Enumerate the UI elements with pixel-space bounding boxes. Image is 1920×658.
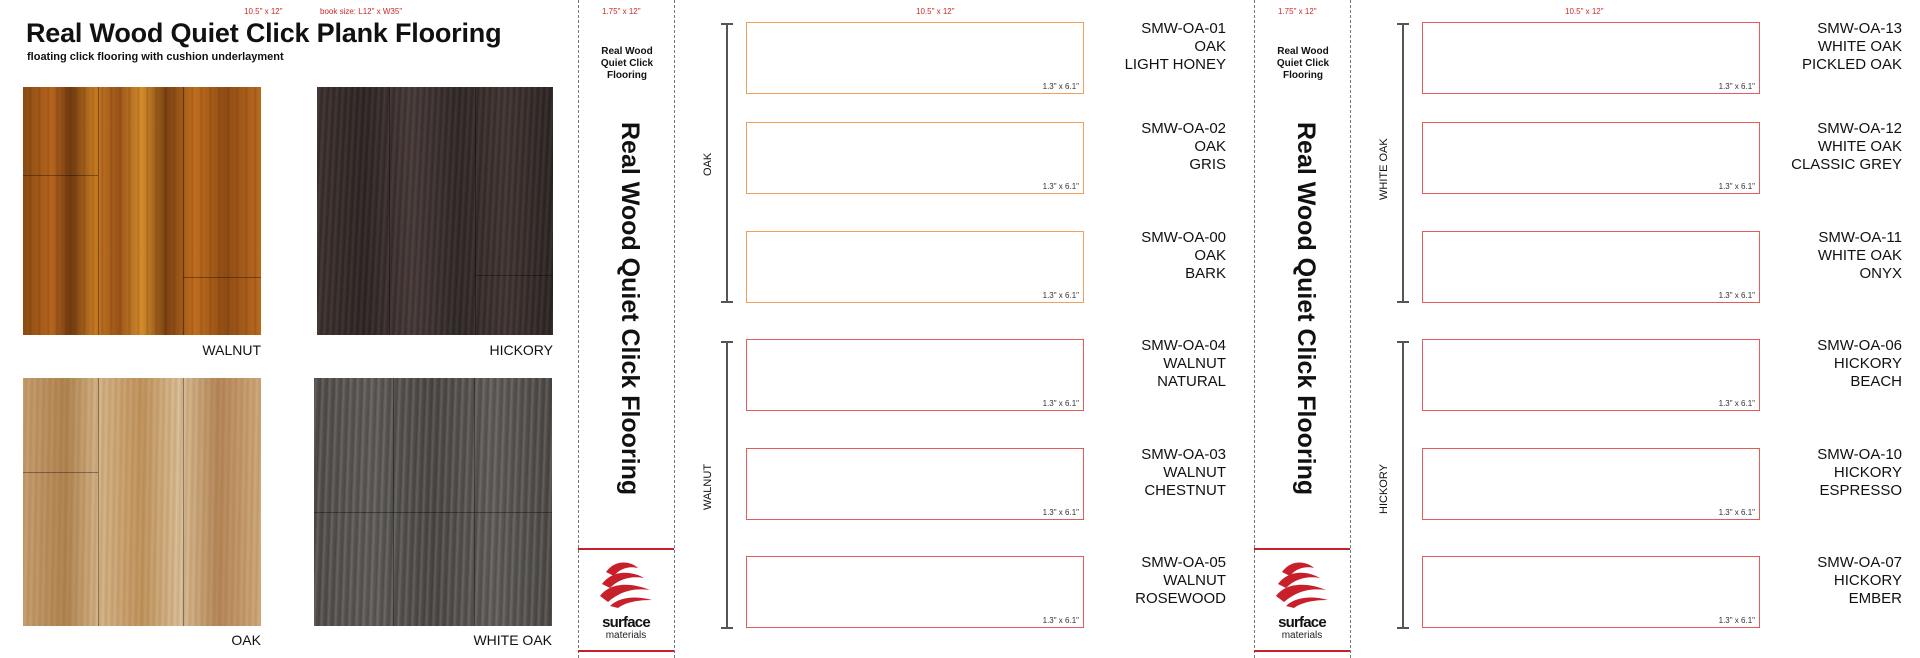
sample-box [1422,231,1760,303]
group-bracket-hickory [1402,342,1404,628]
logo-text-materials: materials [605,630,647,641]
product-color: PICKLED OAK [1801,56,1902,73]
product-color: CHESTNUT [1144,482,1226,499]
product-code: SMW-OA-03 [1141,446,1226,463]
sample-box [746,231,1084,303]
product-info [1732,229,1902,283]
sample-box [746,22,1084,94]
spine-small-title: Real Wood Quiet Click Flooring [600,46,654,81]
product-species: HICKORY [1833,464,1902,481]
product-code: SMW-OA-05 [1141,554,1226,571]
spine-small-title: Real Wood Quiet Click Flooring [1276,46,1330,81]
sample-box [1422,22,1760,94]
product-color: ROSEWOOD [1135,590,1226,607]
group-label-oak: OAK [702,152,714,176]
spine-dim-label: 1.75" x 12" [1278,7,1317,16]
product-color: BEACH [1850,373,1902,390]
product-color: EMBER [1848,590,1902,607]
group-label-walnut: WALNUT [702,463,714,510]
product-code: SMW-OA-13 [1817,20,1902,37]
swatch-label-white-oak: WHITE OAK [473,632,552,648]
product-species: OAK [1194,38,1226,55]
product-species: OAK [1194,247,1226,264]
product-info [1732,554,1902,608]
sample-box-dim: 1.3" x 6.1" [1718,508,1755,517]
group-label-white-oak: WHITE OAK [1378,138,1390,200]
sample-box-dim: 1.3" x 6.1" [1718,291,1755,300]
product-info [1056,20,1226,74]
white-oak-swatch [314,378,552,626]
logo-text-materials: materials [1281,630,1323,641]
product-species: WHITE OAK [1817,247,1902,264]
product-code: SMW-OA-00 [1141,229,1226,246]
product-color: BARK [1185,265,1226,282]
group-bracket-white-oak [1402,24,1404,302]
sample-box [1422,122,1760,194]
product-species: HICKORY [1833,355,1902,372]
oak-swatch [23,378,261,626]
group-bracket-oak [726,24,728,302]
sample-box-dim: 1.3" x 6.1" [1042,508,1079,517]
product-info [1732,20,1902,74]
sample-box-dim: 1.3" x 6.1" [1718,399,1755,408]
surface-materials-logo [1254,548,1350,652]
swatch-label-walnut: WALNUT [202,342,261,358]
product-species: WHITE OAK [1817,138,1902,155]
sample-box [746,448,1084,520]
sample-box-dim: 1.3" x 6.1" [1042,82,1079,91]
product-info [1056,446,1226,500]
product-code: SMW-OA-06 [1817,337,1902,354]
product-info [1732,120,1902,174]
sample-box [746,556,1084,628]
group-label-hickory: HICKORY [1378,464,1390,514]
book-size-label: book size: L12" x W35" [320,7,403,16]
walnut-swatch [23,87,261,335]
product-color: GRIS [1189,156,1226,173]
product-species: WHITE OAK [1817,38,1902,55]
product-color: LIGHT HONEY [1124,56,1226,73]
sample-box [746,122,1084,194]
sample-box [746,339,1084,411]
logo-text-surface: surface [602,614,650,631]
product-info [1732,337,1902,391]
product-code: SMW-OA-11 [1818,229,1902,246]
spine-big-title: Real Wood Quiet Click Flooring [616,122,644,496]
sample-box-dim: 1.3" x 6.1" [1042,616,1079,625]
product-code: SMW-OA-12 [1817,120,1902,137]
spine-big-title: Real Wood Quiet Click Flooring [1292,122,1320,496]
column-dim-label: 10.5" x 12" [1565,7,1604,16]
sample-box-dim: 1.3" x 6.1" [1718,616,1755,625]
sample-box-dim: 1.3" x 6.1" [1042,291,1079,300]
product-info [1056,120,1226,174]
product-info [1056,337,1226,391]
product-species: HICKORY [1833,572,1902,589]
spine-dim-label: 1.75" x 12" [602,7,641,16]
swatch-label-oak: OAK [231,632,261,648]
product-color: ONYX [1859,265,1902,282]
product-species: OAK [1194,138,1226,155]
surface-logo-icon [1274,558,1330,608]
surface-logo-icon [598,558,654,608]
product-species: WALNUT [1163,355,1226,372]
product-species: WALNUT [1163,572,1226,589]
sample-box-dim: 1.3" x 6.1" [1042,399,1079,408]
sample-box-dim: 1.3" x 6.1" [1042,182,1079,191]
sample-box-dim: 1.3" x 6.1" [1718,82,1755,91]
dim-label-top: 10.5" x 12" [244,7,283,16]
product-info [1056,554,1226,608]
product-color: CLASSIC GREY [1791,156,1902,173]
product-code: SMW-OA-04 [1141,337,1226,354]
sample-box [1422,556,1760,628]
surface-materials-logo [578,548,674,652]
product-code: SMW-OA-02 [1141,120,1226,137]
product-code: SMW-OA-01 [1141,20,1226,37]
product-color: NATURAL [1157,373,1226,390]
page-subtitle: floating click flooring with cushion underlayment [27,51,284,63]
group-bracket-walnut [726,342,728,628]
hickory-swatch [317,87,553,335]
product-code: SMW-OA-07 [1817,554,1902,571]
column-dim-label: 10.5" x 12" [916,7,955,16]
sample-box [1422,339,1760,411]
product-color: ESPRESSO [1819,482,1902,499]
product-info [1056,229,1226,283]
sample-box-dim: 1.3" x 6.1" [1718,182,1755,191]
logo-text-surface: surface [1278,614,1326,631]
product-species: WALNUT [1163,464,1226,481]
page-title: Real Wood Quiet Click Plank Flooring [26,18,502,48]
swatch-label-hickory: HICKORY [489,342,553,358]
product-code: SMW-OA-10 [1817,446,1902,463]
spine-fold-line-right [674,0,675,658]
spine-fold-line-right [1350,0,1351,658]
product-info [1732,446,1902,500]
sample-box [1422,448,1760,520]
